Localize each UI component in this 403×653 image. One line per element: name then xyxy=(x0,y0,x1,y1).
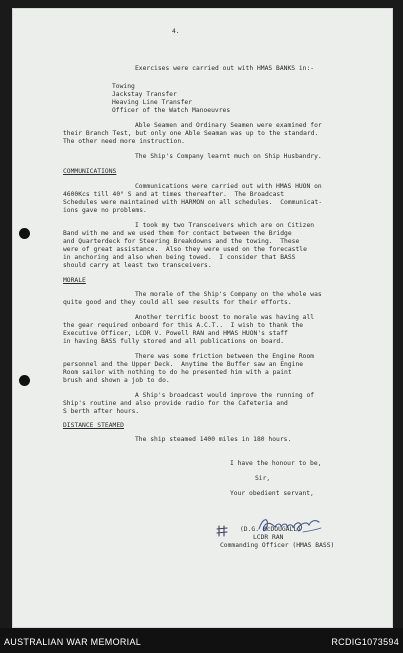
text-line: brush and shown a job to do. xyxy=(63,377,170,384)
page-number: 4. xyxy=(172,28,180,35)
signatory-rank: LCDR RAN xyxy=(253,534,284,541)
text-line: Ship's routine and also provide radio for the Cafeteria and xyxy=(63,400,288,407)
heading-communications: COMMUNICATIONS xyxy=(63,168,117,175)
text-line: 4600Kcs till 40° S and at times thereafter. The Broadcast xyxy=(63,191,285,198)
heading-morale: MORALE xyxy=(63,277,86,284)
handwritten-initial-mark xyxy=(216,524,228,538)
punch-hole-top xyxy=(19,228,30,239)
list-item: Jackstay Transfer xyxy=(112,91,177,98)
text-line: Your obedient servant, xyxy=(230,490,314,497)
text-line: the gear required onboard for this A.C.T.. I wish to thank the xyxy=(63,322,304,329)
text-line: and Quarterdeck for Steering Breakdowns and the towing. These xyxy=(63,238,300,245)
text-line: in having BASS fully stored and all publications on board. xyxy=(63,338,285,345)
signatory-title: Commanding Officer (HMAS BASS) xyxy=(220,542,335,549)
document-page xyxy=(12,8,393,628)
signatory-name: (D.G. McDOUGALL) xyxy=(240,526,301,533)
archive-footer xyxy=(0,628,403,653)
paragraph-distance: The ship steamed 1400 miles in 180 hours. xyxy=(135,436,292,443)
text-line: in anchoring and also when being towed. I consider that BASS xyxy=(63,254,296,261)
list-item: Heaving Line Transfer xyxy=(112,99,193,106)
text-line: quite good and they could all see results for their efforts. xyxy=(63,299,292,306)
text-line: Schedules were maintained with HARMON on all schedules. Communicat- xyxy=(63,199,323,206)
text-line: A Ship's broadcast would improve the running of xyxy=(135,392,315,399)
text-line: Band with me and we used them for contact between the Bridge xyxy=(63,230,292,237)
punch-hole-bottom xyxy=(19,375,30,386)
text-line: were of great assistance. Also they were used on the forecastle xyxy=(63,246,307,253)
text-line: Another terrific boost to morale was having all xyxy=(135,314,315,321)
text-line: There was some friction between the Engine Room xyxy=(135,353,315,360)
text-line: Room sailor with nothing to do he presented him with a paint xyxy=(63,369,292,376)
footer-record-id: RCDIG1073594 xyxy=(331,637,399,647)
text-line: The other need more instruction. xyxy=(63,138,185,145)
text-line: personnel and the Upper Deck. Anytime the Buffer saw an Engine xyxy=(63,361,304,368)
text-line: Communications were carried out with HMAS HUON on xyxy=(135,183,322,190)
paragraph-husbandry: The Ship's Company learnt much on Ship Husbandry. xyxy=(135,153,322,160)
text-line: ions gave no problems. xyxy=(63,207,147,214)
text-line: The morale of the Ship's Company on the whole was xyxy=(135,291,322,298)
text-line: should carry at least two transceivers. xyxy=(63,262,212,269)
list-item: Towing xyxy=(112,83,135,90)
text-line: Executive Officer, LCDR V. Powell RAN and HMAS HUON's staff xyxy=(63,330,288,337)
text-line: Able Seamen and Ordinary Seamen were examined for xyxy=(135,122,322,129)
text-line: Sir, xyxy=(255,475,271,482)
heading-distance-steamed: DISTANCE STEAMED xyxy=(63,422,124,429)
intro-line: Exercises were carried out with HMAS BANKS in:- xyxy=(135,65,315,72)
text-line: S berth after hours. xyxy=(63,408,140,415)
text-line: I have the honour to be, xyxy=(230,460,322,467)
list-item: Officer of the Watch Manoeuvres xyxy=(112,107,231,114)
text-line: I took my two Transceivers which are on Citizen xyxy=(135,222,315,229)
text-line: their Branch Test, but only one Able Seaman was up to the standard. xyxy=(63,130,319,137)
footer-institution: AUSTRALIAN WAR MEMORIAL xyxy=(4,637,142,647)
